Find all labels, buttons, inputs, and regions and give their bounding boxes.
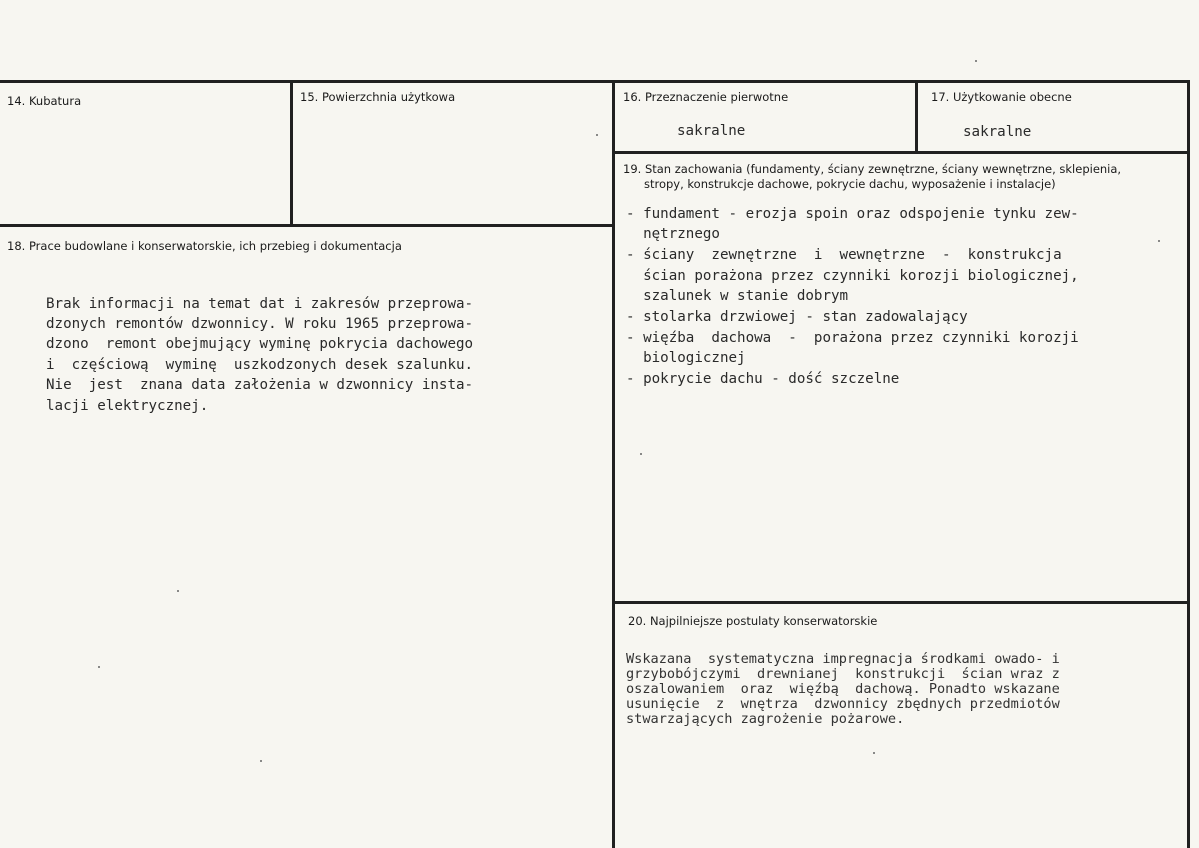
paper-speck bbox=[98, 666, 100, 668]
text-line: - ściany zewnętrzne i wewnętrzne - konstrukcja bbox=[626, 247, 1062, 263]
text-line: Wskazana systematyczna impregnacja środkami owado- i bbox=[626, 651, 1060, 667]
text-line: Brak informacji na temat dat i zakresów przeprowa- bbox=[46, 296, 474, 312]
text-line: - więźba dachowa - porażona przez czynniki korozji bbox=[626, 330, 1079, 346]
text-line: dzonych remontów dzwonnicy. W roku 1965 przeprowa- bbox=[46, 316, 474, 332]
paper-speck bbox=[260, 760, 262, 762]
text-line: - pokrycie dachu - dość szczelne bbox=[626, 371, 900, 387]
rule-above-20 bbox=[612, 601, 1190, 604]
field-16-value: sakralne bbox=[677, 123, 746, 139]
text-line: Nie jest znana data założenia w dzwonnicy insta- bbox=[46, 377, 474, 393]
field-17-value: sakralne bbox=[963, 124, 1032, 140]
text-line: biologicznej bbox=[626, 350, 746, 366]
center-divider bbox=[612, 80, 615, 848]
field-15-label: 15. Powierzchnia użytkowa bbox=[300, 90, 456, 104]
text-line: i częściową wyminę uszkodzonych desek szalunku. bbox=[46, 357, 474, 373]
text-line: - fundament - erozja spoin oraz odspojenie tynku zew- bbox=[626, 206, 1079, 222]
field-19-label-line1: 19. Stan zachowania (fundamenty, ściany zewnętrzne, ściany wewnętrzne, sklepienia, bbox=[623, 162, 1122, 176]
paper-speck bbox=[640, 453, 642, 455]
rule-under-14-15 bbox=[0, 224, 614, 227]
paper-speck bbox=[975, 60, 977, 62]
top-rule bbox=[0, 80, 1190, 83]
paper-speck bbox=[873, 752, 875, 754]
text-line: ścian porażona przez czynniki korozji biologicznej, bbox=[626, 268, 1079, 284]
text-line: lacji elektrycznej. bbox=[46, 398, 209, 414]
text-line: grzybobójczymi drewnianej konstrukcji ścian wraz z bbox=[626, 666, 1060, 682]
divider-14-15 bbox=[290, 80, 293, 226]
field-14-label: 14. Kubatura bbox=[7, 94, 82, 108]
field-18-label: 18. Prace budowlane i konserwatorskie, ich przebieg i dokumentacja bbox=[7, 239, 402, 253]
field-17-label: 17. Użytkowanie obecne bbox=[931, 90, 1072, 104]
field-16-label: 16. Przeznaczenie pierwotne bbox=[623, 90, 789, 104]
rule-under-16-17 bbox=[612, 151, 1190, 154]
paper-speck bbox=[596, 134, 598, 136]
text-line: usunięcie z wnętrza dzwonnicy zbędnych przedmiotów bbox=[626, 696, 1060, 712]
text-line: oszalowaniem oraz więźbą dachową. Ponadto wskazane bbox=[626, 681, 1060, 697]
field-20-label: 20. Najpilniejsze postulaty konserwatorskie bbox=[628, 614, 878, 628]
text-line: stwarzających zagrożenie pożarowe. bbox=[626, 711, 905, 727]
text-line: szalunek w stanie dobrym bbox=[626, 288, 849, 304]
text-line: dzono remont obejmujący wyminę pokrycia dachowego bbox=[46, 336, 474, 352]
divider-16-17 bbox=[915, 80, 918, 153]
right-border bbox=[1187, 80, 1190, 848]
field-19-label-line2: stropy, konstrukcje dachowe, pokrycie dachu, wyposażenie i instalacje) bbox=[644, 177, 1056, 191]
paper-speck bbox=[1158, 240, 1160, 242]
text-line: - stolarka drzwiowej - stan zadowalający bbox=[626, 309, 968, 325]
text-line: nętrznego bbox=[626, 226, 720, 242]
paper-speck bbox=[177, 590, 179, 592]
